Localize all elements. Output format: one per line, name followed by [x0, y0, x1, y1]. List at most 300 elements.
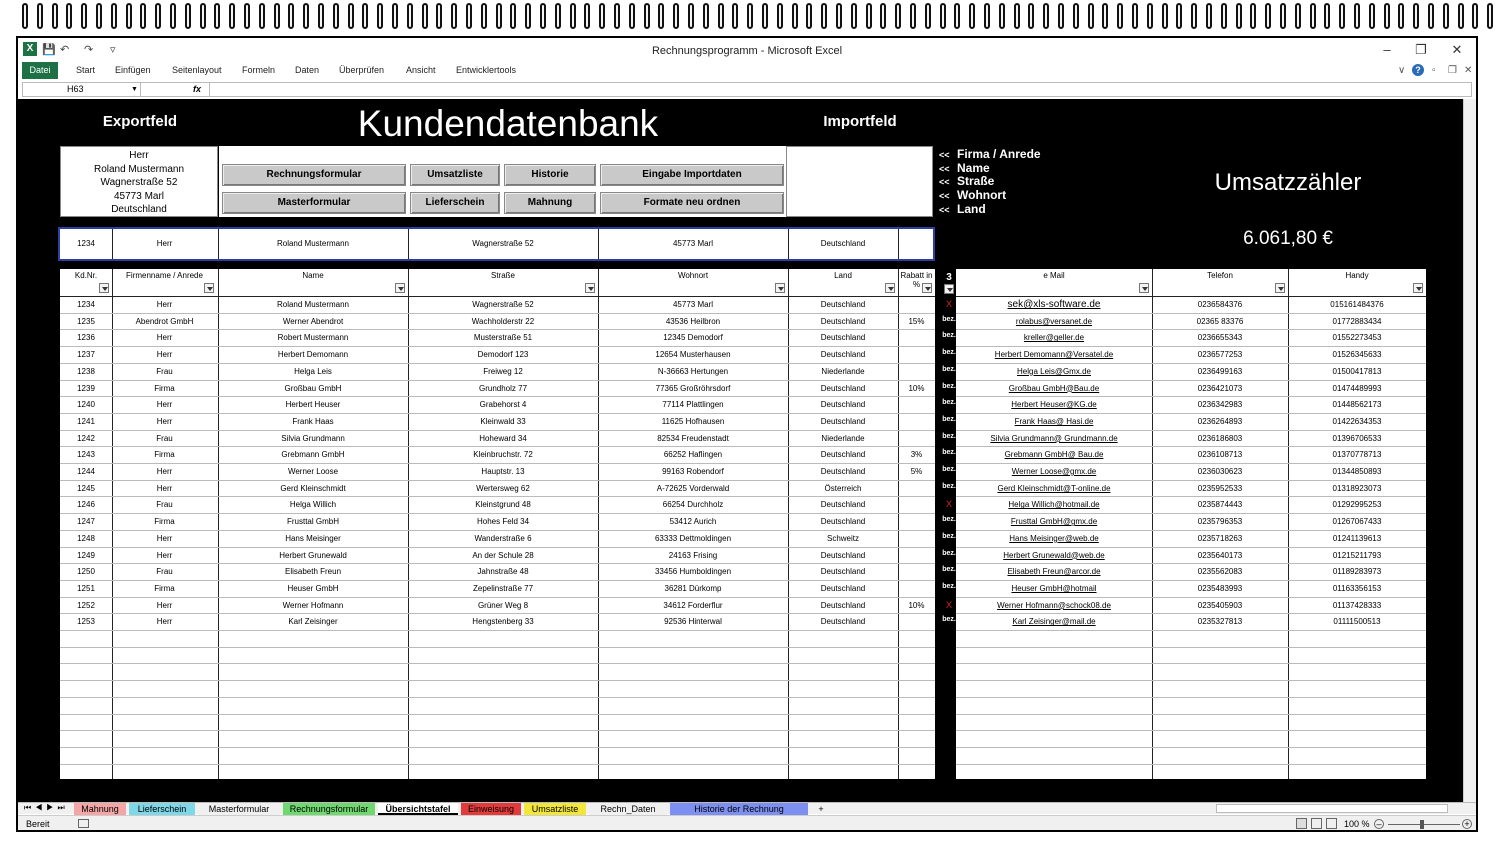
binding-ring	[1028, 3, 1034, 29]
rabatt-header: Rabatt in %	[900, 271, 933, 289]
cell-strasse: Grüner Weg 8	[477, 600, 529, 610]
cell-name: Werner Abendrot	[282, 316, 344, 326]
cell-name: Gerd Kleinschmidt	[280, 483, 346, 493]
cell-handy: 01318923073	[1332, 483, 1382, 493]
cell-name: Herbert Grunewald	[279, 550, 347, 560]
email-header: e Mail	[1043, 271, 1065, 280]
binding-ring	[170, 3, 176, 29]
grid-line	[956, 346, 1426, 347]
cell-name: Grebmann GmbH	[281, 450, 345, 460]
cell-land: Deutschland	[820, 600, 866, 610]
cell-wohnort: 11625 Hofhausen	[661, 416, 725, 426]
binding-ring	[274, 3, 280, 29]
zoom-in-icon[interactable]: +	[1462, 819, 1472, 829]
cell-email[interactable]: Grebmann GmbH@ Bau.de	[1004, 450, 1104, 460]
horizontal-scrollbar[interactable]	[1216, 804, 1448, 813]
binding-ring	[1280, 3, 1286, 29]
excel-logo-icon: X	[23, 42, 37, 56]
minimize-workbook-icon[interactable]: ▫	[1432, 65, 1436, 76]
cell-wohnort: 92536 Hinterwal	[664, 617, 722, 627]
binding-ring	[407, 3, 413, 29]
tab-ueberpruefen[interactable]: Überprüfen	[339, 65, 385, 75]
eingabe-importdaten-button[interactable]: Eingabe Importdaten	[600, 164, 784, 186]
tab-datei[interactable]: Datei	[22, 62, 58, 79]
sheet-tab[interactable]: Übersichtstafel	[378, 803, 458, 815]
cell-kdnr: 1246	[77, 500, 95, 510]
cell-email[interactable]: Elisabeth Freun@arcor.de	[1007, 567, 1101, 577]
binding-ring	[540, 3, 546, 29]
payment-mark: bez.	[942, 516, 956, 524]
formate-neu-ordnen-button[interactable]: Formate neu ordnen	[600, 192, 784, 214]
cell-kdnr: 1243	[77, 450, 95, 460]
add-sheet-icon[interactable]: +	[818, 804, 824, 814]
binding-ring	[140, 3, 146, 29]
grid-line	[956, 747, 1426, 748]
binding-ring	[288, 3, 294, 29]
filter-dropdown-icon[interactable]	[585, 283, 595, 293]
cell-wohnort: 66254 Durchholz	[662, 500, 724, 510]
cell-telefon: 0236030623	[1197, 467, 1243, 476]
payment-mark: bez.	[942, 532, 956, 540]
binding-ring	[866, 3, 872, 29]
cell-firmenname: Herr	[156, 483, 173, 493]
cell-wohnort: N-36663 Hertungen	[657, 366, 729, 376]
cell-strasse: Wanderstraße 6	[474, 533, 532, 543]
cell-telefon: 0236421073	[1197, 383, 1243, 393]
sel-nr: 1234	[77, 239, 95, 248]
umsatz-counter-value: 6.061,80 €	[1243, 228, 1333, 249]
binding-ring	[969, 3, 975, 29]
binding-ring	[96, 3, 102, 29]
cell-strasse: Wertersweg 62	[476, 483, 530, 493]
cell-email[interactable]: Helga Leis@Gmx.de	[1017, 366, 1091, 376]
cell-kdnr: 1236	[77, 333, 95, 343]
cell-kdnr: 1252	[77, 600, 95, 610]
cell-firmenname: Herr	[156, 617, 173, 627]
cell-kdnr: 1241	[77, 416, 95, 426]
cell-email[interactable]: Herbert Demomann@Versatel.de	[994, 350, 1114, 360]
undo-icon[interactable]: ↶	[60, 44, 70, 56]
binding-ring	[732, 3, 738, 29]
sheet-tab[interactable]: Rechn_Daten	[589, 803, 667, 815]
cell-telefon: 0236655343	[1197, 333, 1243, 343]
binding-ring	[629, 3, 635, 29]
cell-name: Herbert Demomann	[277, 350, 349, 360]
binding-ring	[303, 3, 309, 29]
cell-handy: 01500417813	[1332, 366, 1382, 376]
binding-ring	[52, 3, 58, 29]
grid-line	[60, 730, 935, 731]
umsatzliste-button[interactable]: Umsatzliste	[410, 164, 500, 186]
lieferschein-button[interactable]: Lieferschein	[410, 192, 500, 214]
cell-email[interactable]: Herbert Grunewald@web.de	[1003, 550, 1105, 560]
grid-line	[60, 747, 935, 748]
cell-telefon: 0236577253	[1197, 350, 1243, 360]
sel-anrede: Herr	[156, 239, 173, 248]
cell-wohnort: 77365 Großröhrsdorf	[655, 383, 731, 393]
save-icon[interactable]: 💾	[42, 44, 56, 56]
cell-telefon: 0235562083	[1197, 567, 1243, 577]
grid-line	[60, 380, 935, 381]
cell-strasse: Hohes Feld 34	[476, 517, 530, 527]
normal-view-icon[interactable]	[1296, 818, 1307, 829]
cell-handy: 01111500513	[1333, 617, 1381, 627]
grid-line	[60, 547, 935, 548]
status-filter-icon[interactable]	[944, 284, 954, 294]
binding-ring	[555, 3, 561, 29]
binding-ring	[214, 3, 220, 29]
status-counter: 3	[946, 272, 952, 283]
kdnr-header: Kd.Nr.	[74, 271, 98, 280]
grid-line	[60, 714, 935, 715]
selected-customer-row[interactable]	[58, 227, 935, 261]
name-header: Name	[302, 271, 324, 280]
grid-line	[60, 480, 935, 481]
page-break-view-icon[interactable]	[1326, 818, 1337, 829]
cell-land: Deutschland	[820, 500, 866, 510]
cell-strasse: Jahnstraße 48	[477, 567, 529, 577]
payment-mark: bez.	[942, 415, 956, 423]
cell-land: Deutschland	[820, 383, 866, 393]
cell-email[interactable]: Gerd Kleinschmidt@T-online.de	[997, 483, 1111, 493]
vertical-scrollbar[interactable]	[1463, 99, 1476, 802]
binding-ring	[377, 3, 383, 29]
cell-name: Helga Leis	[294, 366, 332, 376]
cell-firmenname: Herr	[156, 300, 173, 309]
cell-name: Werner Loose	[287, 467, 339, 476]
export-anrede: Herr	[129, 150, 149, 161]
binding-ring	[954, 3, 960, 29]
customer-table[interactable]	[60, 269, 935, 779]
grid-line	[956, 413, 1426, 414]
sheet-tab[interactable]: Umsatzliste	[524, 803, 586, 815]
cell-land: Deutschland	[820, 350, 866, 360]
cell-handy: 01448562173	[1332, 400, 1382, 410]
binding-ring	[362, 3, 368, 29]
grid-line	[60, 396, 935, 397]
cell-wohnort: 77114 Plattlingen	[662, 400, 724, 410]
binding-ring	[22, 3, 28, 29]
grid-line	[956, 496, 1426, 497]
cell-kdnr: 1234	[77, 300, 95, 309]
cell-land: Österreich	[824, 483, 862, 493]
cell-handy: 01163356153	[1332, 583, 1382, 593]
binding-ring	[1354, 3, 1360, 29]
cell-firmenname: Herr	[156, 416, 173, 426]
spiral-binding	[0, 0, 1500, 34]
sheet-tab[interactable]: Rechnungsformular	[283, 803, 375, 815]
masterformular-button[interactable]: Masterformular	[222, 192, 406, 214]
restore-workbook-icon[interactable]: ❐	[1448, 65, 1457, 76]
binding-ring	[200, 3, 206, 29]
binding-ring	[81, 3, 87, 29]
rechnungsformular-button[interactable]: Rechnungsformular	[222, 164, 406, 186]
cell-email[interactable]: Heuser GmbH@hotmail	[1011, 583, 1097, 593]
cell-land: Niederlande	[821, 366, 865, 376]
export-address	[60, 146, 218, 217]
binding-ring	[673, 3, 679, 29]
binding-ring	[999, 3, 1005, 29]
historie-button[interactable]: Historie	[504, 164, 596, 186]
cell-handy: 01396706533	[1332, 433, 1382, 443]
minimize-icon[interactable]: –	[1383, 42, 1391, 57]
grid-line	[956, 463, 1426, 464]
name-box[interactable]: H63	[23, 83, 141, 96]
binding-ring	[658, 3, 664, 29]
payment-mark: bez.	[942, 332, 956, 340]
binding-ring	[229, 3, 235, 29]
payment-mark: bez.	[942, 399, 956, 407]
cell-land: Deutschland	[820, 416, 866, 426]
binding-ring	[1384, 3, 1390, 29]
binding-ring	[422, 3, 428, 29]
redo-icon[interactable]: ↷	[84, 44, 94, 56]
binding-ring	[1398, 3, 1404, 29]
cell-telefon: 0236342983	[1197, 400, 1243, 410]
cell-firmenname: Firma	[154, 517, 175, 527]
strasse-header: Straße	[490, 271, 515, 280]
cell-email[interactable]: kreller@geller.de	[1023, 333, 1085, 343]
tab-formeln[interactable]: Formeln	[242, 65, 276, 75]
import-box[interactable]	[786, 146, 933, 217]
cell-strasse: Grabehorst 4	[479, 400, 527, 410]
binding-ring	[1369, 3, 1375, 29]
payment-mark: X	[945, 299, 952, 309]
grid-line	[60, 313, 935, 314]
customize-toolbar-icon[interactable]: ▿	[110, 44, 116, 56]
payment-mark: bez.	[942, 616, 956, 624]
formula-input[interactable]	[209, 83, 1471, 96]
cell-handy: 01344850893	[1332, 467, 1382, 476]
restore-icon[interactable]: ❐	[1415, 42, 1427, 57]
zoom-slider[interactable]	[1388, 824, 1460, 825]
cell-firmenname: Frau	[156, 366, 173, 376]
status-ready: Bereit	[26, 819, 50, 829]
grid-line	[956, 396, 1426, 397]
tab-ansicht[interactable]: Ansicht	[406, 65, 436, 75]
tab-entwicklertools[interactable]: Entwicklertools	[456, 65, 517, 75]
binding-ring	[185, 3, 191, 29]
cell-email[interactable]: sek@xls-software.de	[1007, 299, 1101, 310]
cell-name: Heuser GmbH	[287, 583, 339, 593]
grid-line	[956, 714, 1426, 715]
cell-kdnr: 1247	[77, 517, 95, 527]
tab-einfuegen[interactable]: Einfügen	[115, 65, 151, 75]
cell-kdnr: 1237	[77, 350, 95, 360]
binding-ring	[348, 3, 354, 29]
tab-start[interactable]: Start	[76, 65, 96, 75]
filter-dropdown-icon[interactable]	[204, 283, 214, 293]
sheet-tab-bar	[18, 802, 1476, 814]
sheet-tab[interactable]: Mahnung	[74, 803, 126, 815]
worksheet[interactable]	[18, 99, 1463, 802]
grid-line	[956, 296, 1426, 297]
cell-email[interactable]: Helga Willich@hotmail.de	[1008, 500, 1100, 510]
cell-rabatt: 10%	[908, 383, 925, 393]
binding-ring	[392, 3, 398, 29]
cell-email[interactable]: Frusttal GmbH@gmx.de	[1010, 517, 1098, 527]
grid-line	[60, 413, 935, 414]
cell-telefon: 02365 83376	[1196, 316, 1244, 326]
binding-ring	[1206, 3, 1212, 29]
macro-record-icon[interactable]	[78, 819, 89, 828]
binding-ring	[1014, 3, 1020, 29]
cell-handy: 01215211793	[1332, 550, 1382, 560]
contact-table[interactable]	[956, 269, 1426, 779]
payment-mark: bez.	[942, 549, 956, 557]
binding-ring	[1250, 3, 1256, 29]
binding-ring	[570, 3, 576, 29]
sel-strasse: Wagnerstraße 52	[472, 239, 534, 248]
grid-line	[956, 630, 1426, 631]
binding-ring	[1191, 3, 1197, 29]
cell-land: Deutschland	[820, 517, 866, 527]
sheet-tab[interactable]: Lieferschein	[129, 803, 195, 815]
export-street: Wagnerstraße 52	[100, 177, 178, 189]
cell-email[interactable]: Großbau GmbH@Bau.de	[1008, 383, 1100, 393]
cell-name: Frank Haas	[292, 416, 334, 426]
cell-wohnort: 33456 Humboldingen	[654, 567, 732, 577]
payment-mark: bez.	[942, 382, 956, 390]
telefon-header: Telefon	[1207, 271, 1233, 280]
binding-ring	[821, 3, 827, 29]
help-icon[interactable]: ?	[1412, 64, 1424, 76]
filter-dropdown-icon[interactable]	[775, 283, 785, 293]
binding-ring	[1117, 3, 1123, 29]
collapse-ribbon-icon[interactable]: ∨	[1398, 65, 1406, 76]
cell-kdnr: 1249	[77, 550, 95, 560]
sheet-nav-icon[interactable]: ⏮◀▶⏭	[24, 803, 69, 812]
filter-dropdown-icon[interactable]	[1275, 283, 1285, 293]
cell-name: Karl Zeisinger	[288, 617, 338, 627]
cell-handy: 01292995253	[1332, 500, 1382, 510]
cell-wohnort: 12654 Musterhausen	[655, 350, 731, 360]
sel-land: Deutschland	[820, 239, 866, 248]
filter-dropdown-icon[interactable]	[885, 283, 895, 293]
cell-email[interactable]: Herbert Heuser@KG.de	[1011, 400, 1097, 410]
tab-daten[interactable]: Daten	[295, 65, 320, 75]
cell-kdnr: 1248	[77, 533, 95, 543]
grid-line	[956, 697, 1426, 698]
binding-ring	[880, 3, 886, 29]
close-workbook-icon[interactable]: ✕	[1464, 65, 1473, 76]
cell-handy: 01526345633	[1332, 350, 1382, 360]
chevron-down-icon[interactable]: ▼	[131, 86, 138, 93]
cell-name: Hans Meisinger	[285, 533, 341, 543]
payment-mark: bez.	[942, 432, 956, 440]
cell-wohnort: 66252 Haflingen	[663, 450, 723, 460]
cell-kdnr: 1235	[77, 316, 95, 326]
grid-line	[60, 296, 935, 297]
export-label: Exportfeld	[102, 113, 178, 130]
binding-ring	[37, 3, 43, 29]
grid-line	[60, 563, 935, 564]
binding-ring	[510, 3, 516, 29]
cell-land: Deutschland	[820, 333, 866, 343]
binding-ring	[792, 3, 798, 29]
cell-kdnr: 1253	[77, 617, 95, 627]
mahnung-button[interactable]: Mahnung	[504, 192, 596, 214]
cell-land: Niederlande	[821, 433, 865, 443]
cell-strasse: Demodorf 123	[477, 350, 529, 360]
cell-land: Deutschland	[820, 567, 866, 577]
cell-kdnr: 1242	[77, 433, 95, 443]
cell-strasse: Kleinstgrund 48	[475, 500, 531, 510]
binding-ring	[614, 3, 620, 29]
cell-email[interactable]: Silvia Grundmann@ Grundmann.de	[990, 433, 1118, 443]
binding-ring	[688, 3, 694, 29]
cell-email[interactable]: Frank Haas@ Hasi.de	[1014, 416, 1094, 426]
cell-land: Deutschland	[820, 467, 866, 476]
cell-telefon: 0236108713	[1197, 450, 1243, 460]
grid-line	[598, 229, 599, 259]
fx-icon[interactable]: fx	[193, 84, 202, 94]
ribbon-tabs	[18, 62, 1476, 80]
cell-handy: 01241139613	[1332, 533, 1382, 543]
binding-ring	[525, 3, 531, 29]
title-bar	[18, 38, 1476, 64]
button-panel	[219, 146, 786, 217]
cell-strasse: Kleinbruchstr. 72	[473, 450, 533, 460]
payment-mark: X	[945, 599, 952, 610]
cell-email[interactable]: rolabus@versanet.de	[1015, 316, 1093, 326]
cell-email[interactable]: Karl Zeisinger@mail.de	[1012, 617, 1096, 627]
grid-line	[956, 430, 1426, 431]
binding-ring	[984, 3, 990, 29]
sheet-tab[interactable]: Masterformular	[198, 803, 280, 815]
sheet-tab[interactable]: Historie der Rechnung	[670, 803, 808, 815]
grid-line	[408, 229, 409, 259]
cell-firmenname: Firma	[154, 383, 175, 393]
grid-line	[60, 446, 935, 447]
cell-handy: 01552273453	[1332, 333, 1382, 343]
window-title: Rechnungsprogramm - Microsoft Excel	[651, 45, 843, 57]
filter-dropdown-icon[interactable]	[922, 283, 932, 293]
page-layout-view-icon[interactable]	[1311, 818, 1322, 829]
binding-ring	[1428, 3, 1434, 29]
cell-email[interactable]: Werner Hofmann@schock08.de	[997, 600, 1111, 610]
cell-email[interactable]: Hans Meisinger@web.de	[1009, 533, 1099, 543]
grid-line	[956, 563, 1426, 564]
binding-ring	[762, 3, 768, 29]
sheet-tab[interactable]: Einweisung	[461, 803, 521, 815]
cell-strasse: Musterstraße 51	[473, 333, 533, 343]
tab-seitenlayout[interactable]: Seitenlayout	[172, 65, 222, 75]
filter-dropdown-icon[interactable]	[99, 283, 109, 293]
binding-ring	[1295, 3, 1301, 29]
zoom-out-icon[interactable]: –	[1374, 819, 1384, 829]
cell-telefon: 0235327813	[1197, 617, 1243, 627]
payment-mark: bez.	[942, 365, 956, 373]
cell-firmenname: Frau	[156, 433, 173, 443]
zoom-slider-thumb[interactable]	[1420, 820, 1424, 829]
grid-line	[60, 580, 935, 581]
filter-dropdown-icon[interactable]	[1413, 283, 1423, 293]
cell-telefon: 0236186803	[1197, 433, 1243, 443]
binding-ring	[1102, 3, 1108, 29]
filter-dropdown-icon[interactable]	[1139, 283, 1149, 293]
grid-line	[956, 663, 1426, 664]
cell-telefon: 0235796353	[1197, 517, 1243, 527]
cell-rabatt: 3%	[910, 450, 923, 460]
filter-dropdown-icon[interactable]	[395, 283, 405, 293]
cell-wohnort: 82534 Freudenstadt	[657, 433, 729, 443]
cell-email[interactable]: Werner Loose@gmx.de	[1011, 467, 1097, 476]
cell-name: Silvia Grundmann	[281, 433, 345, 443]
close-icon[interactable]: ✕	[1451, 42, 1463, 57]
cell-rabatt: 15%	[908, 316, 925, 326]
grid-line	[60, 363, 935, 364]
